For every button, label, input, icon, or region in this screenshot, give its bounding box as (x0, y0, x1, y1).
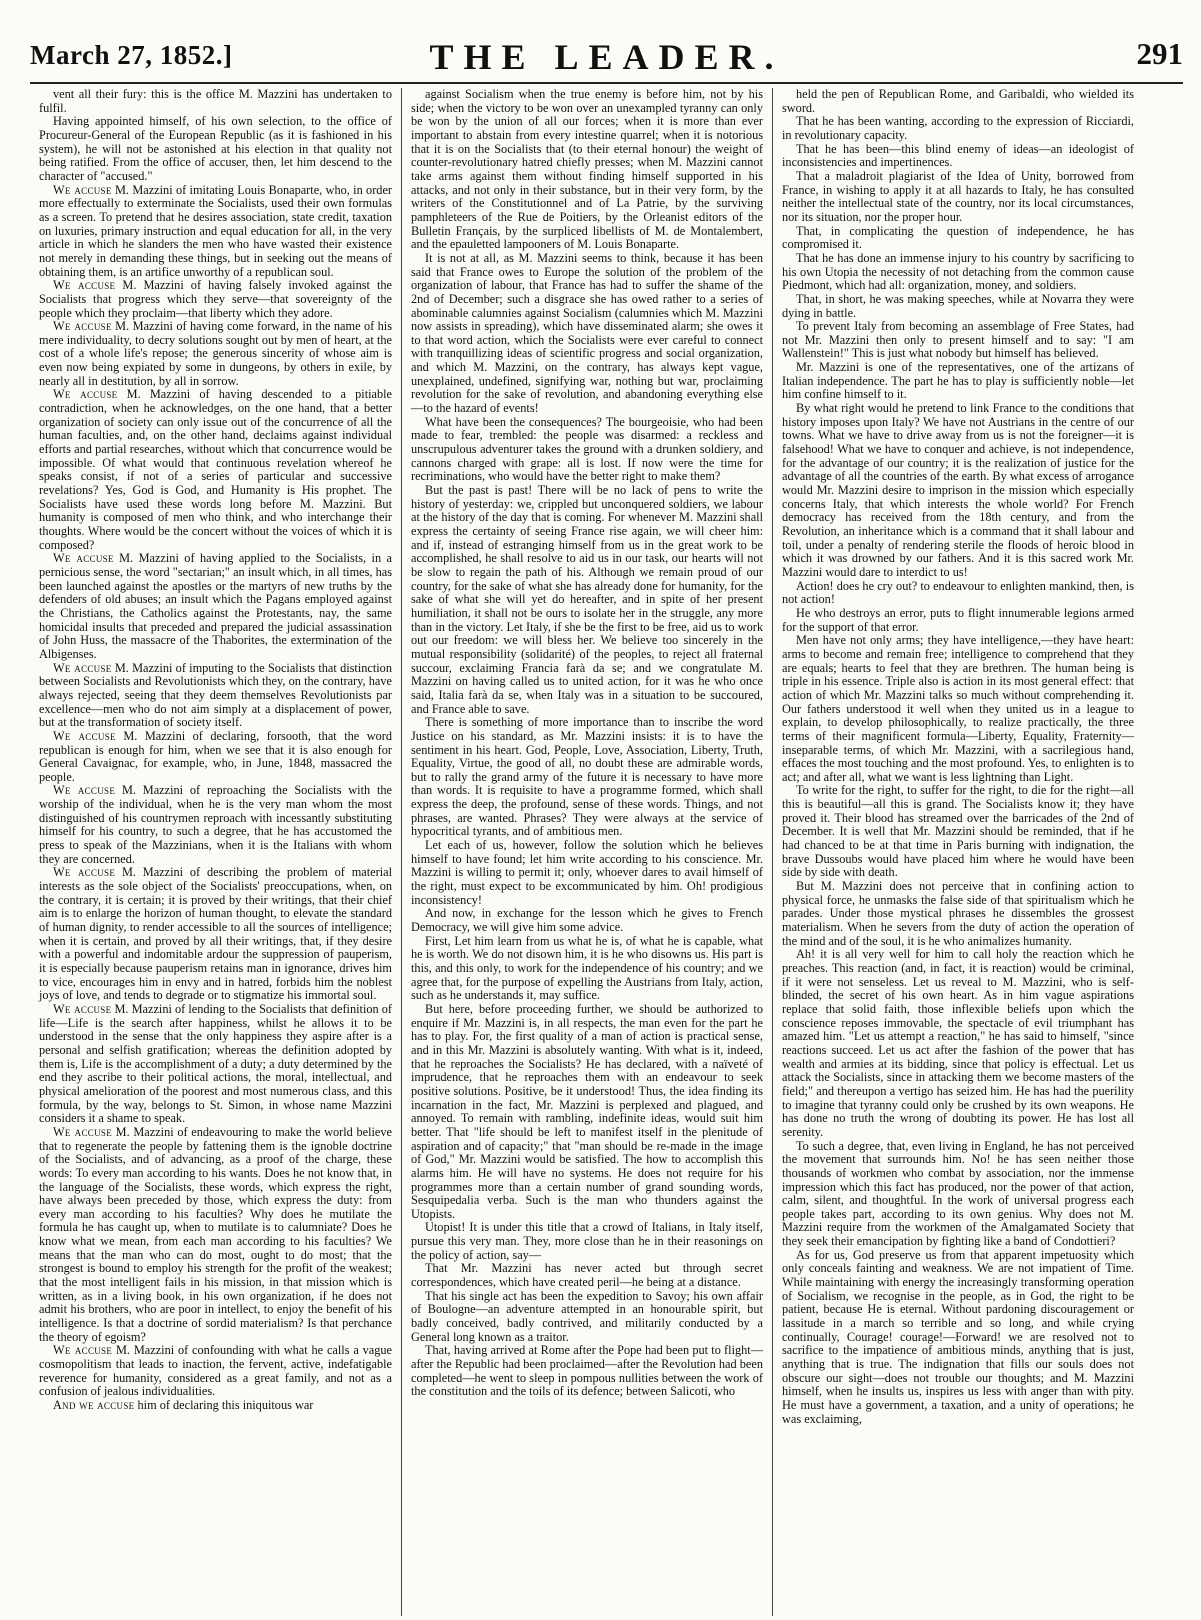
paragraph-lead: We accuse (53, 551, 114, 566)
paragraph-text: That, in short, he was making speeches, while at Novarra they were dying in battle. (782, 291, 1134, 320)
paragraph-text: Ah! it is all very well for him to call holy the reaction which he preaches. This reaction (and, in fact, it is reaction) would be criminal, if it were not senseless. Let us reveal to M. Mazzini, who is self-blinded, the secret of his own heart. As in him vague aspirations replace that solid faith, those inflexible beliefs upon which the conscience reposes immovable, the spectacle of evil triumphant has amazed him. "Let us attempt a reaction," he has said to himself, "since reactions succeed. Let us act after the fashion of the power that has wealth and armies at its bidding, since that policy is effectual. Let us attack the Socialists, since in attacking them we become masters of the field;" and thereupon a vertigo has seized him. He has had the puerility to imagine that tyranny could only be crushed by its own weapons. He has done no truth the wrong of doubting its power. He has lost all serenity. (782, 947, 1134, 1139)
paragraph (782, 402, 1134, 580)
issue-date: March 27, 1852.] (30, 40, 233, 70)
paragraph-lead: We accuse (53, 783, 116, 798)
paragraph-text: To write for the right, to suffer for the right, to die for the right—all this is beautiful—all this is grand. The Socialists know it; they have proved it. Their blood has streamed over the barricades of the 2nd of December. It is well that Mr. Mazzini should be reminded, that if he had chanced to be at that time in Paris burning with indignation, the brave Dussoubs would have placed him where he would have been side by side with death. (782, 783, 1134, 880)
paragraph-text: By what right would he pretend to link France to the conditions that history imposes upon Italy? We have not Austrians in the centre of our towns. What we have to drive away from us is not the foreigner—it is falsehood! What we have to conquer and achieve, is not independence, for the advantage of our country; it is the realization of justice for the advantage of all the countries of the earth. By what excess of arrogance would Mr. Mazzini desire to imprison in the mission which especially concerns Italy, that which interests the whole world? For French democracy has received from the 18th century, and from the Revolution, an inheritance which is a command that it shall labour and toil, under a penalty of rendering sterile the floods of heroic blood in which it was drowned by our fathers. And it is this sacred work Mr. Mazzini would dare to interdict to us! (782, 401, 1134, 579)
paragraph-text: But here, before proceeding further, we should be authorized to enquire if Mr. Mazzini is, in all respects, the man even for the part he has to play. For, the first quality of a man of action is practical sense, and in this Mr. Mazzini is absolutely wanting. With what is it, indeed, that he reproaches the Socialists? He has declared, with a naïveté of imprudence, that he reproaches them with an endeavour to seek positive solutions. Positive, be it understood! Thus, the idea finding its incarnation in the fact, Mr. Mazzini is perplexed and plagued, and annoyed. To remain with rambling, indefinite ideas, would suit him better. That "life should be left to manifest itself in the plenitude of aspiration and of capacity;" that "man should be re-made in the image of God," Mr. Mazzini would be satisfied. The how to accomplish this alarms him. He will have no systems. He does not require for his programmes more than a certain number of grand sounding words, Sesquipedalia verba. Such is the man who thunders against the Utopists. (411, 1001, 763, 1221)
paragraph (411, 839, 763, 907)
paragraph-text: M. Mazzini of describing the problem of material interests as the sole object of the Socialists' preoccupations, when, on the contrary, it is certain; it is proved by their writings, that their chief aim is to enlarge the horizon of human thought, to elevate the standard of human dignity, to render accessible to all the sources of intelligence; when it is certain, and proved by all their writings, that, if they desire with a powerful and indomitable ardour the suppression of pauperism, it is especially because pauperism retains man in ignorance, drives him to vice, encourages him in envy and in hatred, forbids him the noblest joys of love, and tends to degrade or to stigmatize his immortal soul. (39, 865, 392, 1003)
paragraph-lead: We accuse (53, 387, 118, 402)
paragraph (782, 143, 1134, 170)
paragraph (39, 730, 392, 785)
paragraph (39, 1399, 392, 1413)
paragraph-text: What have been the consequences? The bourgeoisie, who had been made to fear, trembled: the people was disarmed: a reckless and unscrupulous adventurer takes the ground with a drunken soldiery, and cannons charged with grape: all is lost. If now were the time for recriminations, who would have the better right to make them? (411, 414, 763, 484)
paragraph (39, 88, 392, 115)
paragraph-text: vent all their fury: this is the office M. Mazzini has undertaken to fulfil. (39, 88, 392, 115)
paragraph (782, 880, 1134, 948)
column-3 (772, 88, 1143, 1616)
paragraph-text: It is not at all, as M. Mazzini seems to think, because it has been said that France owes to Europe the solution of the problem of the organization of labour, that France has had to suffer the shame of the 2nd of December; such a disgrace she has owed rather to a series of abominable calumnies against Socialism (calumnies which M. Mazzini now assists in spreading), which have disseminated alarm; she owes it to that word action, which the Socialists were ever careful to connect with tranquillizing ideas of scientific progress and social organization, and which M. Mazzini, on the contrary, has always kept vague, unexplained, undefined, signifying war, nothing but war, proclaiming revolution for the sake of revolution, and abandoning everything else—to the hazard of events! (411, 250, 763, 416)
paragraph (782, 1140, 1134, 1249)
paragraph-text: That he has done an immense injury to his country by sacrificing to his own Utopia the necessity of not detaching from the common cause Piedmont, which had all: organization, money, and soldiers. (782, 250, 1134, 293)
page-number: 291 (1136, 36, 1183, 71)
article-columns (30, 88, 1183, 1616)
paragraph-text: That his single act has been the expedition to Savoy; his own affair of Boulogne—an adventure attempted in an honourable spirit, but badly conceived, badly contrived, and militarily conducted by a General long known as a traitor. (411, 1288, 763, 1344)
paragraph-text: M. Mazzini of imputing to the Socialists that distinction between Socialists and Revolutionists which they, on the contrary, have always rejected, seeing that they deem themselves Revolutionists par excellence—men who do not aim simply at a displacement of power, but at the transformation of society itself. (39, 660, 392, 730)
paragraph (39, 115, 392, 183)
paragraph (782, 607, 1134, 634)
paragraph-text: M. Mazzini of reproaching the Socialists with the worship of the individual, when he is the very man whom the most distinguished of his countrymen reproach with incessantly substituting himself for his country, to such a degree, that he has accustomed the press to speak of the Mazzinians, when it is the Italians with whom they are concerned. (39, 783, 393, 866)
paragraph-text: First, Let him learn from us what he is, of what he is capable, what he is worth. We do not disown him, it is he who disowns us. His part is this, and this only, to work for the independence of his country; and we agree that, for the purpose of expelling the Austrians from Italy, action, such as he understands it, may suffice. (411, 933, 763, 1003)
paragraph-text: That he has been wanting, according to the expression of Ricciardi, in revolutionary capacity. (782, 114, 1134, 142)
paragraph-lead: We accuse (53, 728, 116, 743)
paragraph (782, 634, 1134, 784)
paragraph-text: But the past is past! There will be no lack of pens to write the history of yesterday: we, crippled but unconquered soldiers, we labour at the history of the day that is coming. For whenever M. Mazzini shall express the certainty of seeing France rise again, we will cheer him: and if, instead of estranging himself from us in the great work to be accomplished, he shall resolve to aid us in our task, our hearts will not be slow to regain the path of his. Although we remain proud of our country, for the sake of what she has already done for humanity, for the sake of what she will yet do hereafter, and in spite of her present humiliation, it shall not be ours to isolate her in the struggle, any more than in the victory. Let Italy, if she be the first to be free, aid us to work out our freedom: we will bless her. We believe too sincerely in the mutual responsibility (solidarité) of the peoples, to reject all fraternal succour, exclaiming Francia farà da se; and we congratulate M. Mazzini on having called us to united action, for it was he who once said, Italia farà da se, when Italy was in a situation to be succoured, and France able to save. (411, 483, 763, 716)
paragraph (411, 716, 763, 839)
paragraph-text: Utopist! It is under this title that a crowd of Italians, in Italy itself, pursue this very man. They, more close than he in their reasonings on the policy of action, say— (411, 1220, 763, 1262)
paragraph-text: That, having arrived at Rome after the Pope had been put to flight—after the Republic had been proclaimed—after the Revolution had been completed—he went to sleep in pompous nullities between the work of the constitution and the toils of its defence; between Salicoti, who (411, 1343, 763, 1399)
paragraph (782, 784, 1134, 880)
paragraph-text: To prevent Italy from becoming an assemblage of Free States, had not Mr. Mazzini then only to present himself and to say: "I am Wallenstein!" This is just what nobody but himself has believed. (782, 319, 1134, 361)
paragraph-text: But M. Mazzini does not perceive that in confining action to physical force, he unmasks the false side of that spiritualism which he parades. Under those mystical phrases he dissembles the grossest materialism. When he severs from the duty of action the operation of the mind and of the soul, it is he who animalizes humanity. (782, 879, 1134, 948)
paragraph-lead: We accuse (53, 182, 112, 197)
paragraph (782, 252, 1134, 293)
paragraph (411, 88, 763, 252)
paragraph (411, 907, 763, 934)
paragraph-text: M. Mazzini of having come forward, in the name of his mere individuality, to decry solutions sought out by men of heart, at the cost of a whole life's repose; the generous sincerity of whose aim is even now being expiated by some in dungeons, by others in exile, by nearly all in destitution, by all in sorrow. (39, 319, 392, 388)
paragraph (411, 416, 763, 484)
paragraph-lead: And we accuse (53, 1398, 135, 1412)
paragraph-lead: We accuse (53, 1001, 112, 1016)
paragraph-text: That Mr. Mazzini has never acted but through secret correspondences, which have created peril—he being at a distance. (411, 1261, 763, 1290)
paragraph-text: That, in complicating the question of independence, he has compromised it. (782, 223, 1134, 252)
paragraph-text: Action! does he cry out? to endeavour to enlighten mankind, then, is not action! (782, 578, 1134, 607)
paragraph-text: M. Mazzini of endeavouring to make the world believe that to regenerate the people by fattening them is the ignoble doctrine of the Socialists, and of advancing, as a proof of the charge, these words: To every man according to his wants. Does he not know that, in the language of the Socialists, these words, which express the right, have always been preceded by those, which express the duty: from every man according to his faculties? Why does he mutilate the formula he has caught up, when to mutilate is to calumniate? Does he know what we mean, from each man according to his faculties? We means that the man who can do most, ought to do most; that the strongest is bound to employ his strength for the profit of the weakest; that the most intelligent fails in his mission, in that mission which is written, as in a living book, in his own organization, if he does not admit his brothers, who are poor in intellect, to enjoy the benefit of his intelligence. Is that a doctrine of sordid materialism? Is that perchance the theory of egoism? (39, 1124, 392, 1344)
paragraph-text: That a maladroit plagiarist of the Idea of Unity, borrowed from France, in wishing to apply it at all hazards to Italy, he has consulted neither the intellectual state of the country, nor its local circumstances, nor its situation, nor the proper hour. (782, 168, 1134, 224)
masthead (30, 22, 1183, 82)
paragraph (782, 580, 1134, 607)
paragraph (39, 1126, 392, 1345)
paragraph (782, 293, 1134, 320)
paragraph-text: There is something of more importance than to inscribe the word Justice on his standard, as Mr. Mazzini insists: it is to have the sentiment in his heart. God, People, Love, Association, Liberty, Truth, Equality, Virtue, the good of all, no doubt these are admirable words, but to rally the grand army of the future it is necessary to have more than words. It is requisite to have a programme formed, which shall express the deep, the profound, sense of these words. Things, and not phrases, are wanted. Phrases? They were always at the service of hypocritical tyrants, and of ambitious men. (411, 715, 763, 839)
paragraph (411, 1262, 763, 1289)
paragraph-lead: We accuse (53, 660, 112, 675)
paragraph (782, 225, 1134, 252)
paragraph (39, 320, 392, 388)
paragraph (782, 115, 1134, 142)
paragraph-lead: We accuse (53, 1343, 113, 1358)
paragraph-text: Having appointed himself, of his own selection, to the office of Procureur-General of the European Republic (as it is fashioned in his system), he will not be astonished at his election in that quality not being ratified. From the office of accuser, then, let him descend to the character of "accused." (39, 114, 392, 183)
paragraph-text: held the pen of Republican Rome, and Garibaldi, who wielded its sword. (782, 88, 1134, 115)
paragraph-lead: We accuse (53, 865, 116, 880)
paragraph-text: M. Mazzini of declaring, forsooth, that the word republican is enough for him, when we see that it is also enough for General Cavaignac, for example, who, in June, 1848, massacred the people. (39, 728, 393, 784)
paragraph (411, 252, 763, 416)
paragraph (39, 1003, 392, 1126)
paragraph-text: To such a degree, that, even living in England, he has not perceived the movement that surrounds him. No! he has seen neither those thousands of workmen who combat by association, nor the immense impression which this fact has produced, nor the power of that action, calm, silent, and thoughtful. In the work of universal progress each people takes part, according to its own genius. Why does not M. Mazzini require from the workmen of the Amalgamated Society that they seek their emancipation by fighting like a band of Condottieri? (782, 1138, 1134, 1249)
paragraph-text: That he has been—this blind enemy of ideas—an ideologist of inconsistencies and impertinences. (782, 141, 1134, 170)
paragraph-text: against Socialism when the true enemy is before him, not by his side; when the victory to be won over an unexampled tyranny can only be won by the union of all our forces; when it is more than ever important to abstain from every intestine quarrel; when it is notorious that it is on the Socialists that (to their eternal honour) the weight of counter-revolutionary hatred chiefly presses; when M. Mazzini cannot take arms against them without finding himself supported in his attacks, and not only in their substance, but in their very form, by the writers of the Constitutionnel and of La Patrie, by the surviving pamphleteers of the Rue de Poitiers, by the Orleanist editors of the Bulletin Français, by the surpliced libellists of M. de Montalembert, and the epauletted lampooners of M. Louis Bonaparte. (411, 88, 763, 252)
paragraph (782, 361, 1134, 402)
paragraph (411, 484, 763, 716)
paragraph-text: And now, in exchange for the lesson which he gives to French Democracy, we will give him some advice. (411, 906, 763, 935)
paragraph (411, 1290, 763, 1345)
paragraph-text: him of declaring this iniquitous war (134, 1398, 314, 1412)
paragraph-lead: We accuse (53, 1124, 112, 1139)
paragraph (782, 948, 1134, 1139)
paragraph (411, 1003, 763, 1222)
paragraph (39, 1344, 392, 1399)
paragraph-text: Let each of us, however, follow the solution which he believes himself to have found; let him write according to his conscience. Mr. Mazzini is willing to permit it; only, whoever dares to avail himself of the right, must expect to be excommunicated by him. Oh! prodigious inconsistency! (411, 838, 763, 907)
paragraph-lead: We accuse (53, 278, 116, 293)
column-1 (30, 88, 401, 1616)
paragraph (39, 866, 392, 1003)
paragraph (411, 1344, 763, 1399)
paragraph-text: M. Mazzini of having applied to the Socialists, in a pernicious sense, the word "sectarian;" an insult which, in all times, has been launched against the apostles or the martyrs of new truths by the defenders of old abuses; an insult which the Pagans employed against the Christians, the Catholics against the Protestants, nay, the same homicidal insults that preceded and prepared the judicial assassination of John Huss, the massacre of the Thaborites, the extermination of the Albigenses. (39, 551, 392, 661)
paragraph (411, 1221, 763, 1262)
paragraph (39, 552, 392, 661)
paragraph-text: Men have not only arms; they have intelligence,—they have heart: arms to become and remain free; intelligence to comprehend that they are equals; hearts to feel that they are brethren. The human being is triple in his essence. Triple also is action in its most general effect: that action of which Mr. Mazzini talks so much without comprehending it. Our fathers understood it well when they united us in a league to explain, to develop philosophically, to realize practically, the three terms of their magnificent formula—Liberty, Equality, Fraternity—inseparable terms, of which Mr. Mazzini, with a sacrilegious hand, effaces the most touching and the most profound. Yes, to enlighten is to act; and after all, what we want is less lightning than Light. (782, 633, 1134, 784)
paragraph (782, 1249, 1134, 1427)
paragraph-text: M. Mazzini of lending to the Socialists that definition of life—Life is the search after happiness, whilst he allows it to be understood in the sense that the only happiness they aspire after is a personal and selfish gratification; whereas the definition adopted by them is, Life is the accomplishment of a duty; a duty determined by the end they ascribe to their political actions, the moral, intellectual, and physical amelioration of the poorest and most numerous class, and this formula, by the way, belongs to St. Simon, in whose name Mazzini considers it a shame to speak. (39, 1001, 392, 1126)
paragraph (782, 170, 1134, 225)
paragraph-text: He who destroys an error, puts to flight innumerable legions armed for the support of that error. (782, 605, 1134, 634)
paragraph (411, 935, 763, 1003)
paragraph-lead: We accuse (53, 319, 112, 334)
paragraph-text: M. Mazzini of having descended to a pitiable contradiction, when he acknowledges, on the one hand, that a better organization of society can only issue out of the concurrence of all the human faculties, and, on the other hand, declaims against individual efforts and partial researches, without which that concurrence would be impossible. Of what would that continuous revelation whereof he speaks consist, if not of a series of particular and successive revelations? Yes, God is God, and Humanity is His prophet. The Socialists have used these words long before M. Mazzini. But humanity is composed of men who think, and who interchange their thoughts. Where would be the concert without the voices of which it is composed? (39, 387, 393, 552)
paragraph (39, 662, 392, 730)
paragraph (39, 184, 392, 280)
paragraph-text: M. Mazzini of imitating Louis Bonaparte, who, in order more effectually to exterminate the Socialists, used their own formulas as a screen. To pretend that he desires association, state credit, taxation on luxuries, primary instruction and equal education for all, in the very article in which he slanders the men who have wasted their existence not merely in demanding these things, but in seeking out the means of obtaining them, is an artifice unworthy of a republican soul. (39, 182, 392, 279)
paragraph-text: M. Mazzini of confounding with what he calls a vague cosmopolitism that leads to inaction, the fervent, active, indefatigable reverence for humanity, considered as a great family, and not as a confusion of jealous individualities. (39, 1343, 392, 1399)
paragraph-text: As for us, God preserve us from that apparent impetuosity which only conceals fainting and weakness. We are not impatient of Time. While maintaining with energy the increasingly transforming operation of Socialism, we recognise in the people, as in God, the right to be patient, because He is eternal. Without pardoning discouragement or lassitude in a march so terrible and so long, and while crying continually, Courage! courage!—Forward! we are resolved not to sacrifice to the impatience of ambitious minds, anything that is just, anything that is true. The indignation that fills our souls does not obscure our sight—does not trouble our thoughts; and M. Mazzini himself, when he insults us, inspires us less with anger than with pity. He must have a government, a taxation, and a unity of operations; he was exclaiming, (782, 1247, 1134, 1426)
paragraph (39, 388, 392, 552)
masthead-rule (30, 82, 1183, 84)
paragraph-text: M. Mazzini of having falsely invoked against the Socialists that progress which they serve—that sovereignty of the people which they proclaim—that liberty which they adore. (39, 278, 392, 320)
column-2 (401, 88, 772, 1616)
paragraph (39, 784, 392, 866)
paragraph-text: Mr. Mazzini is one of the representatives, one of the artizans of Italian independence. The part he has to play is sufficiently noble—let him confine himself to it. (782, 360, 1134, 402)
paragraph (782, 320, 1134, 361)
paragraph (782, 88, 1134, 115)
newspaper-title: THE LEADER. (429, 37, 784, 77)
paragraph (39, 279, 392, 320)
